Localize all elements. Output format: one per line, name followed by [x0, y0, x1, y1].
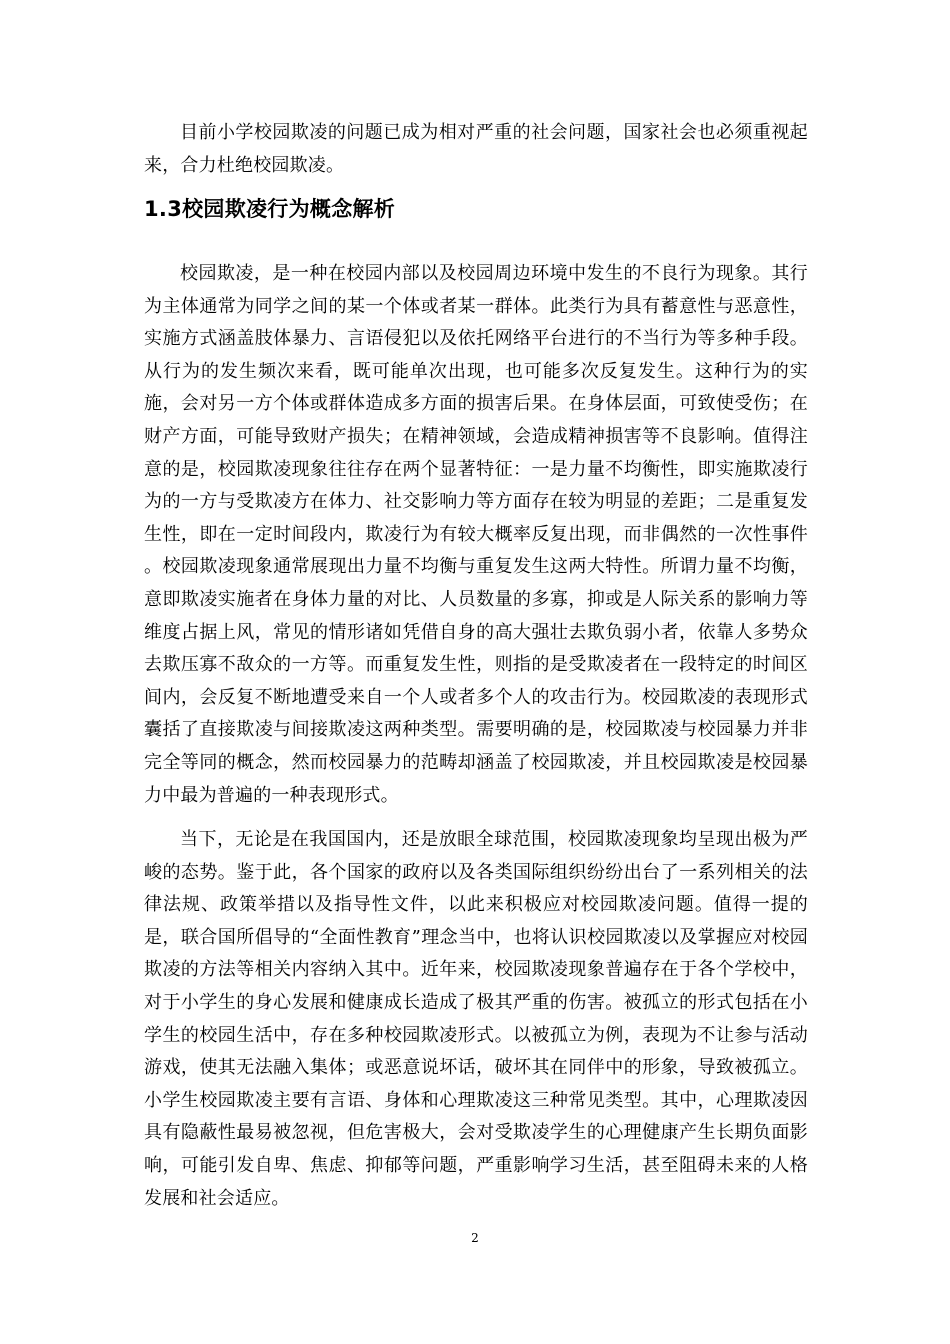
page-number: 2 [471, 1231, 479, 1245]
current-situation-paragraph: 当下，无论是在我国国内，还是放眼全球范围，校园欺凌现象均呈现出极为严峻的态势。鉴于此，各个国家的政府以及各类国际组织纷纷出台了一系列相关的法律法规、政策举措以及指导性文件，以此来积极应对校园欺凌问题。值得一提的是，联合国所倡导的“全面性教育”理念当中，也将认识校园欺凌以及掌握应对校园欺凌的方法等相关内容纳入其中。近年来，校园欺凌现象普遍存在于各个学校中，对于小学生的身心发展和健康成长造成了极其严重的伤害。被孤立的形式包括在小学生的校园生活中，存在多种校园欺凌形式。以被孤立为例，表现为不让参与活动游戏，使其无法融入集体；或恶意说坏话，破坏其在同伴中的形象，导致被孤立。小学生校园欺凌主要有言语、身体和心理欺凌这三种常见类型。其中，心理欺凌因具有隐蔽性最易被忽视，但危害极大，会对受欺凌学生的心理健康产生长期负面影响，可能引发自卑、焦虑、抑郁等问题，严重影响学习生活，甚至阻碍未来的人格发展和社会适应。 [144, 829, 808, 1209]
intro-paragraph: 目前小学校园欺凌的问题已成为相对严重的社会问题，国家社会也必须重视起来，合力杜绝校园欺凌。 [144, 122, 808, 176]
definition-paragraph: 校园欺凌，是一种在校园内部以及校园周边环境中发生的不良行为现象。其行为主体通常为同学之间的某一个体或者某一群体。此类行为具有蓄意性与恶意性，实施方式涵盖肢体暴力、言语侵犯以及依托网络平台进行的不当行为等多种手段。从行为的发生频次来看，既可能单次出现，也可能多次反复发生。这种行为的实施，会对另一方个体或群体造成多方面的损害后果。在身体层面，可致使受伤；在财产方面，可能导致财产损失；在精神领域，会造成精神损害等不良影响。值得注意的是，校园欺凌现象往往存在两个显著特征：一是力量不均衡性，即实施欺凌行为的一方与受欺凌方在体力、社交影响力等方面存在较为明显的差距；二是重复发生性，即在一定时间段内，欺凌行为有较大概率反复出现，而非偶然的一次性事件 。校园欺凌现象通常展现出力量不均衡与重复发生这两大特性。所谓力量不均衡，意即欺凌实施者在身体力量的对比、人员数量的多寡，抑或是人际关系的影响力等维度占据上风，常见的情形诸如凭借自身的高大强壮去欺负弱小者，依靠人多势众去欺压寡不敌众的一方等。而重复发生性，则指的是受欺凌者在一段特定的时间区间内，会反复不断地遭受来自一个人或者多个人的攻击行为。校园欺凌的表现形式囊括了直接欺凌与间接欺凌这两种类型。需要明确的是，校园欺凌与校园暴力并非完全等同的概念，然而校园暴力的范畴却涵盖了校园欺凌，并且校园欺凌是校园暴力中最为普遍的一种表现形式。 [144, 263, 808, 806]
section-heading: 1.3校园欺凌行为概念解析 [144, 197, 396, 221]
